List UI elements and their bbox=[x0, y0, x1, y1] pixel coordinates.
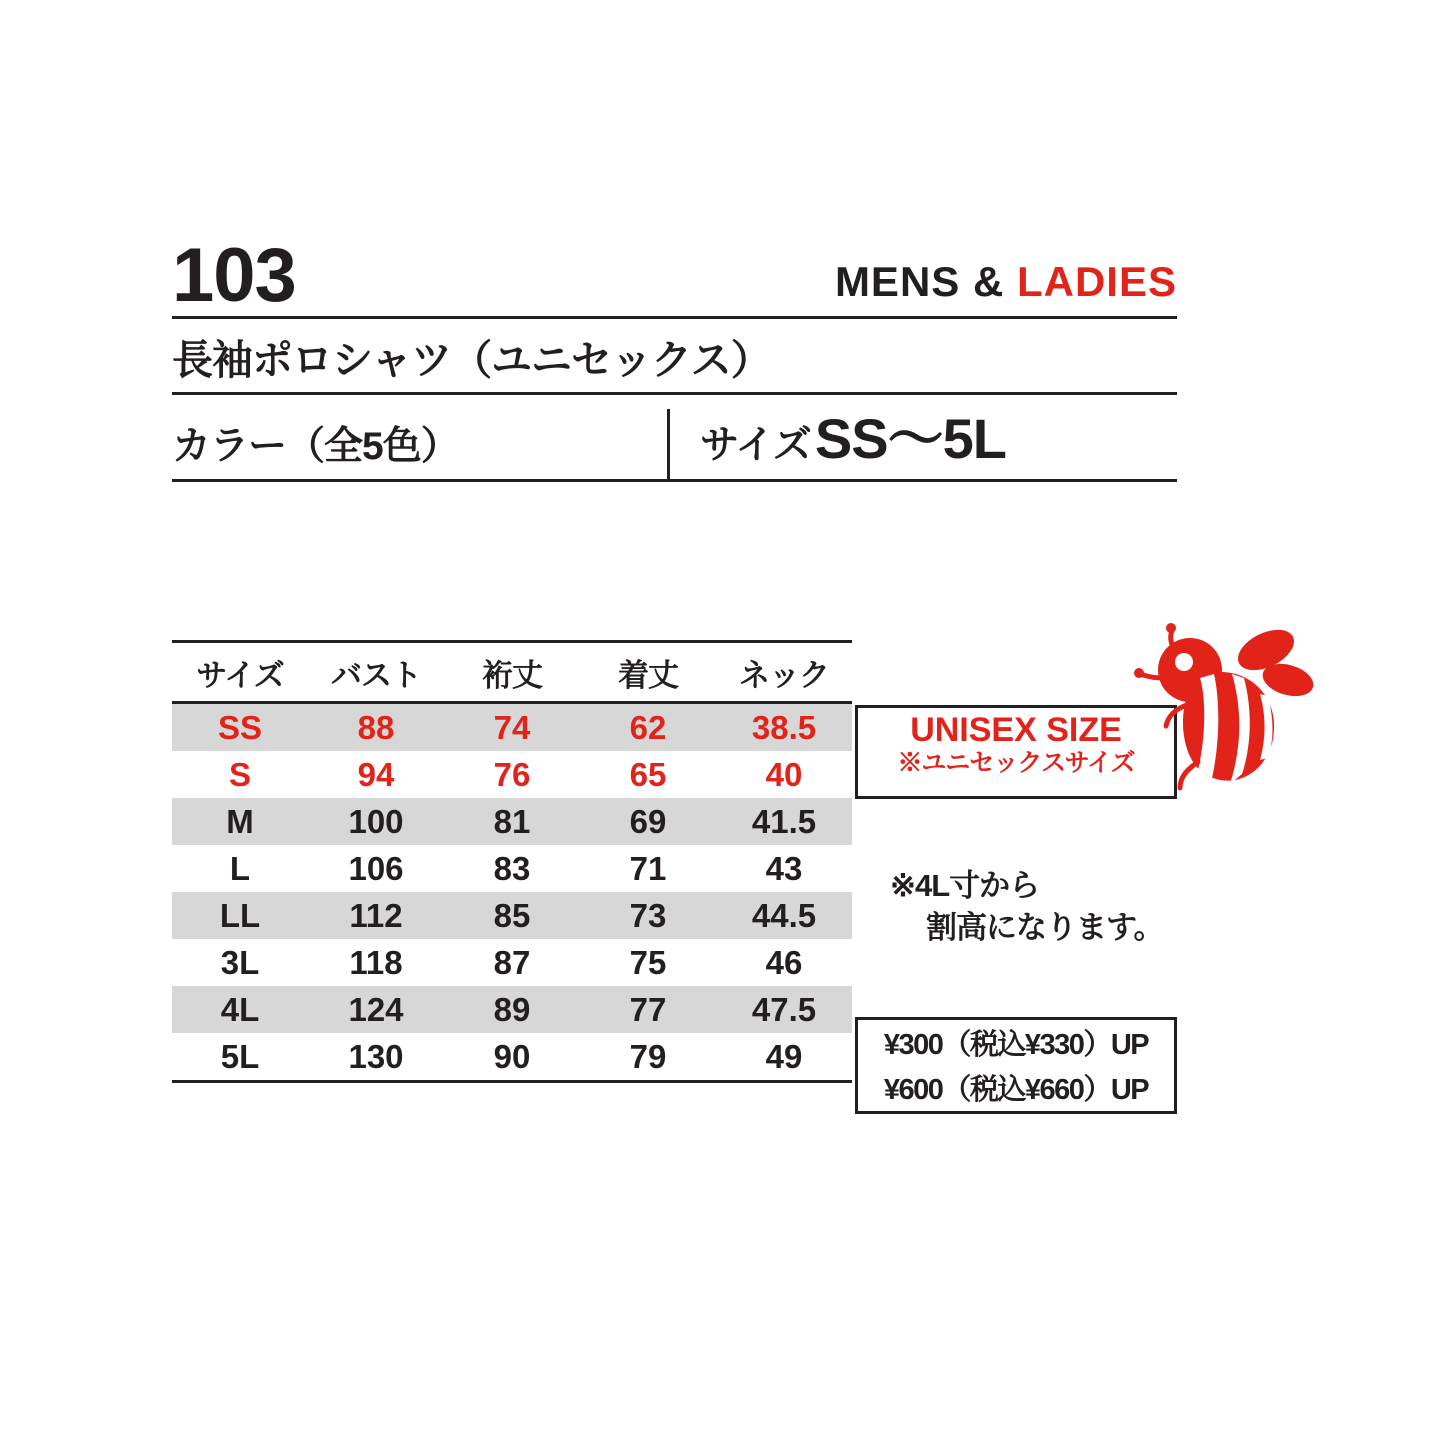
size-table-head bbox=[172, 642, 852, 703]
size-cell-neck: 49 bbox=[716, 1033, 852, 1082]
spec-row bbox=[172, 395, 1177, 482]
size-cell-neck: 46 bbox=[765, 943, 803, 981]
column-header-length: 着丈 bbox=[580, 642, 716, 703]
size-cell-sleeve: 76 bbox=[493, 755, 531, 793]
bee-mascot-icon bbox=[1128, 612, 1333, 817]
product-name: 長袖ポロシャツ（ユニセックス） bbox=[172, 319, 1177, 395]
size-cell-neck: 40 bbox=[765, 755, 803, 793]
size-cell-sleeve: 81 bbox=[444, 798, 580, 845]
size-range-block bbox=[670, 395, 1177, 479]
size-cell-neck: 44.5 bbox=[716, 892, 852, 939]
size-cell-length: 79 bbox=[580, 1033, 716, 1082]
price-up-5l: ¥600（税込¥660）UP bbox=[855, 1064, 1177, 1114]
color-count-label: カラー（全5色） bbox=[172, 409, 670, 479]
column-header-size: サイズ bbox=[172, 642, 308, 703]
size-cell-bust: 124 bbox=[308, 986, 444, 1033]
size-table bbox=[172, 640, 852, 1083]
size-cell-sleeve: 74 bbox=[444, 703, 580, 752]
surcharge-note bbox=[890, 865, 1164, 949]
size-cell-length: 69 bbox=[580, 798, 716, 845]
size-cell-length: 65 bbox=[629, 755, 667, 793]
table-header-row bbox=[172, 642, 852, 703]
size-cell-size: S bbox=[228, 755, 251, 793]
size-cell-size: 5L bbox=[172, 1033, 308, 1082]
product-number: 103 bbox=[172, 233, 296, 318]
table-row bbox=[172, 798, 852, 845]
size-cell-length: 71 bbox=[629, 849, 667, 887]
size-cell-neck: 38.5 bbox=[716, 703, 852, 752]
size-cell-length: 73 bbox=[580, 892, 716, 939]
column-header-neck: ネック bbox=[716, 642, 852, 703]
unisex-size-jp: ※ユニセックスサイズ bbox=[897, 749, 1135, 778]
size-cell-size: L bbox=[229, 849, 251, 887]
size-table-body bbox=[172, 703, 852, 1082]
surcharge-note-line2: 割高になります。 bbox=[926, 909, 1164, 945]
size-cell-length: 77 bbox=[580, 986, 716, 1033]
size-cell-bust: 106 bbox=[348, 849, 404, 887]
size-label: サイズ bbox=[700, 424, 811, 468]
size-cell-bust: 100 bbox=[308, 798, 444, 845]
size-cell-sleeve: 87 bbox=[493, 943, 531, 981]
size-cell-bust: 118 bbox=[349, 943, 403, 981]
table-row bbox=[172, 845, 852, 892]
table-row bbox=[172, 703, 852, 752]
size-cell-length: 75 bbox=[629, 943, 667, 981]
table-row bbox=[172, 892, 852, 939]
size-cell-size: LL bbox=[172, 892, 308, 939]
size-range-value: SS〜5L bbox=[814, 407, 1006, 471]
ladies-label: LADIES bbox=[1016, 258, 1177, 306]
unisex-size-en: UNISEX SIZE bbox=[910, 711, 1122, 749]
size-cell-size: 4L bbox=[172, 986, 308, 1033]
table-row bbox=[172, 1033, 852, 1082]
size-cell-size: SS bbox=[172, 703, 308, 752]
price-up-4l: ¥300（税込¥330）UP bbox=[855, 1017, 1177, 1067]
size-cell-size: 3L bbox=[220, 943, 260, 981]
column-header-sleeve: 裄丈 bbox=[444, 642, 580, 703]
table-row bbox=[172, 751, 852, 798]
table-row bbox=[172, 939, 852, 986]
mens-label: MENS bbox=[834, 258, 961, 306]
size-cell-neck: 41.5 bbox=[716, 798, 852, 845]
size-cell-sleeve: 90 bbox=[444, 1033, 580, 1082]
size-cell-sleeve: 83 bbox=[493, 849, 531, 887]
size-cell-length: 62 bbox=[580, 703, 716, 752]
mens-ladies-label bbox=[835, 258, 1177, 312]
product-header bbox=[172, 233, 1177, 482]
size-cell-bust: 112 bbox=[308, 892, 444, 939]
surcharge-note-line1: ※4L寸から bbox=[890, 868, 1040, 903]
size-cell-sleeve: 85 bbox=[444, 892, 580, 939]
size-cell-neck: 47.5 bbox=[716, 986, 852, 1033]
header-top-row bbox=[172, 233, 1177, 319]
size-cell-bust: 130 bbox=[308, 1033, 444, 1082]
size-cell-size: M bbox=[172, 798, 308, 845]
table-row bbox=[172, 986, 852, 1033]
ampersand: & bbox=[972, 258, 1005, 306]
size-cell-neck: 43 bbox=[765, 849, 803, 887]
size-cell-bust: 94 bbox=[357, 755, 395, 793]
column-header-bust: バスト bbox=[308, 642, 444, 703]
size-cell-bust: 88 bbox=[308, 703, 444, 752]
size-cell-sleeve: 89 bbox=[444, 986, 580, 1033]
